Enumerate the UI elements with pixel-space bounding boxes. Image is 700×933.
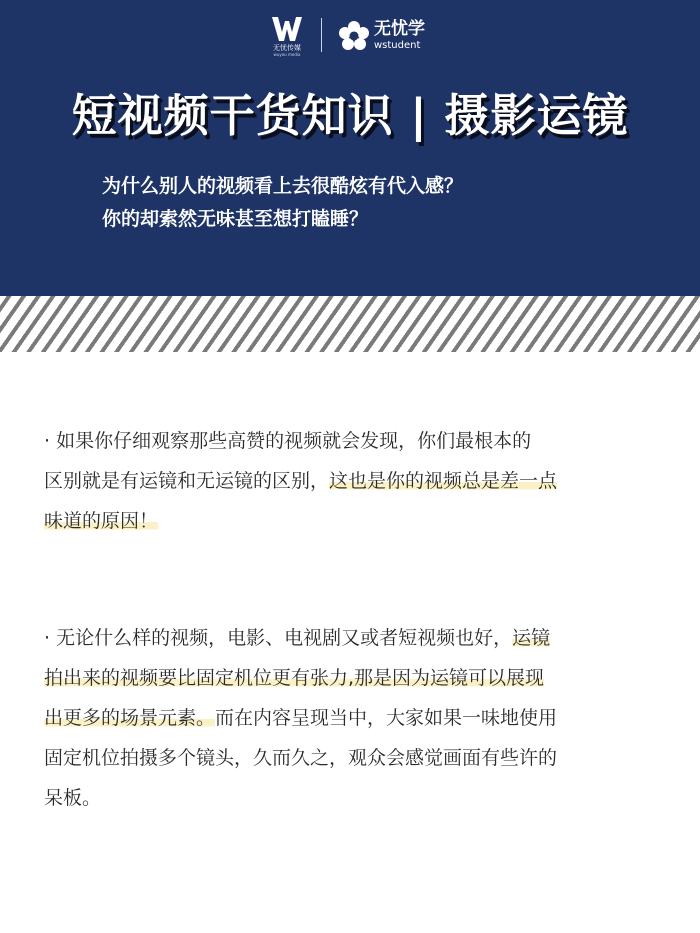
paragraph-line (44, 618, 664, 658)
line-text: · 无论什么样的视频，电影、电视剧又或者短视频也好， (44, 627, 513, 649)
highlighted-text: 这也是你的视频总是差一点 (329, 470, 558, 492)
logo-bar (0, 14, 700, 58)
paragraph-line (44, 421, 664, 461)
header-banner (0, 0, 700, 296)
paragraph-2 (44, 618, 664, 818)
highlighted-text: 出更多的场景元素。 (44, 707, 216, 729)
wustudent-name: 无忧学 (374, 19, 425, 39)
wuyou-media-subcaption: wuyou media (273, 52, 301, 57)
page-title: 短视频干货知识 | 摄影运镜 (71, 89, 629, 142)
highlighted-text: 拍出来的视频要比固定机位更有张力,那是因为运镜可以展现 (44, 667, 545, 689)
wustudent-logo (338, 16, 438, 56)
paragraph-line (44, 738, 664, 778)
subtitle-line-1: 为什么别人的视频看上去很酷炫有代入感？ (102, 175, 464, 197)
paragraph-line (44, 698, 664, 738)
paragraph-line (44, 501, 664, 541)
flower-logo-icon (338, 20, 370, 52)
paragraph-line (44, 461, 664, 501)
line-text: 呆板。 (44, 787, 102, 809)
paragraph-line (44, 778, 664, 818)
paragraph-line (44, 658, 664, 698)
w-logo-icon (270, 14, 304, 44)
line-text: 而在内容呈现当中，大家如果一味地使用 (215, 707, 558, 729)
highlighted-text: 运镜 (512, 627, 551, 649)
wustudent-english: wstudent (374, 40, 421, 51)
line-text: · 如果你仔细观察那些高赞的视频就会发现，你们最根本的 (44, 430, 532, 452)
highlighted-text: 味道的原因！ (44, 510, 159, 532)
wuyou-media-caption: 无忧传媒 (273, 44, 301, 52)
line-text: 固定机位拍摄多个镜头，久而久之，观众会感觉画面有些许的 (44, 747, 558, 769)
paragraph-1 (44, 421, 664, 541)
diagonal-stripe-divider (0, 296, 700, 352)
wuyou-media-logo (262, 14, 312, 58)
subtitle-line-2: 你的却索然无味甚至想打瞌睡？ (102, 208, 369, 230)
line-text: 区别就是有运镜和无运镜的区别， (44, 470, 330, 492)
logo-divider (321, 18, 322, 52)
